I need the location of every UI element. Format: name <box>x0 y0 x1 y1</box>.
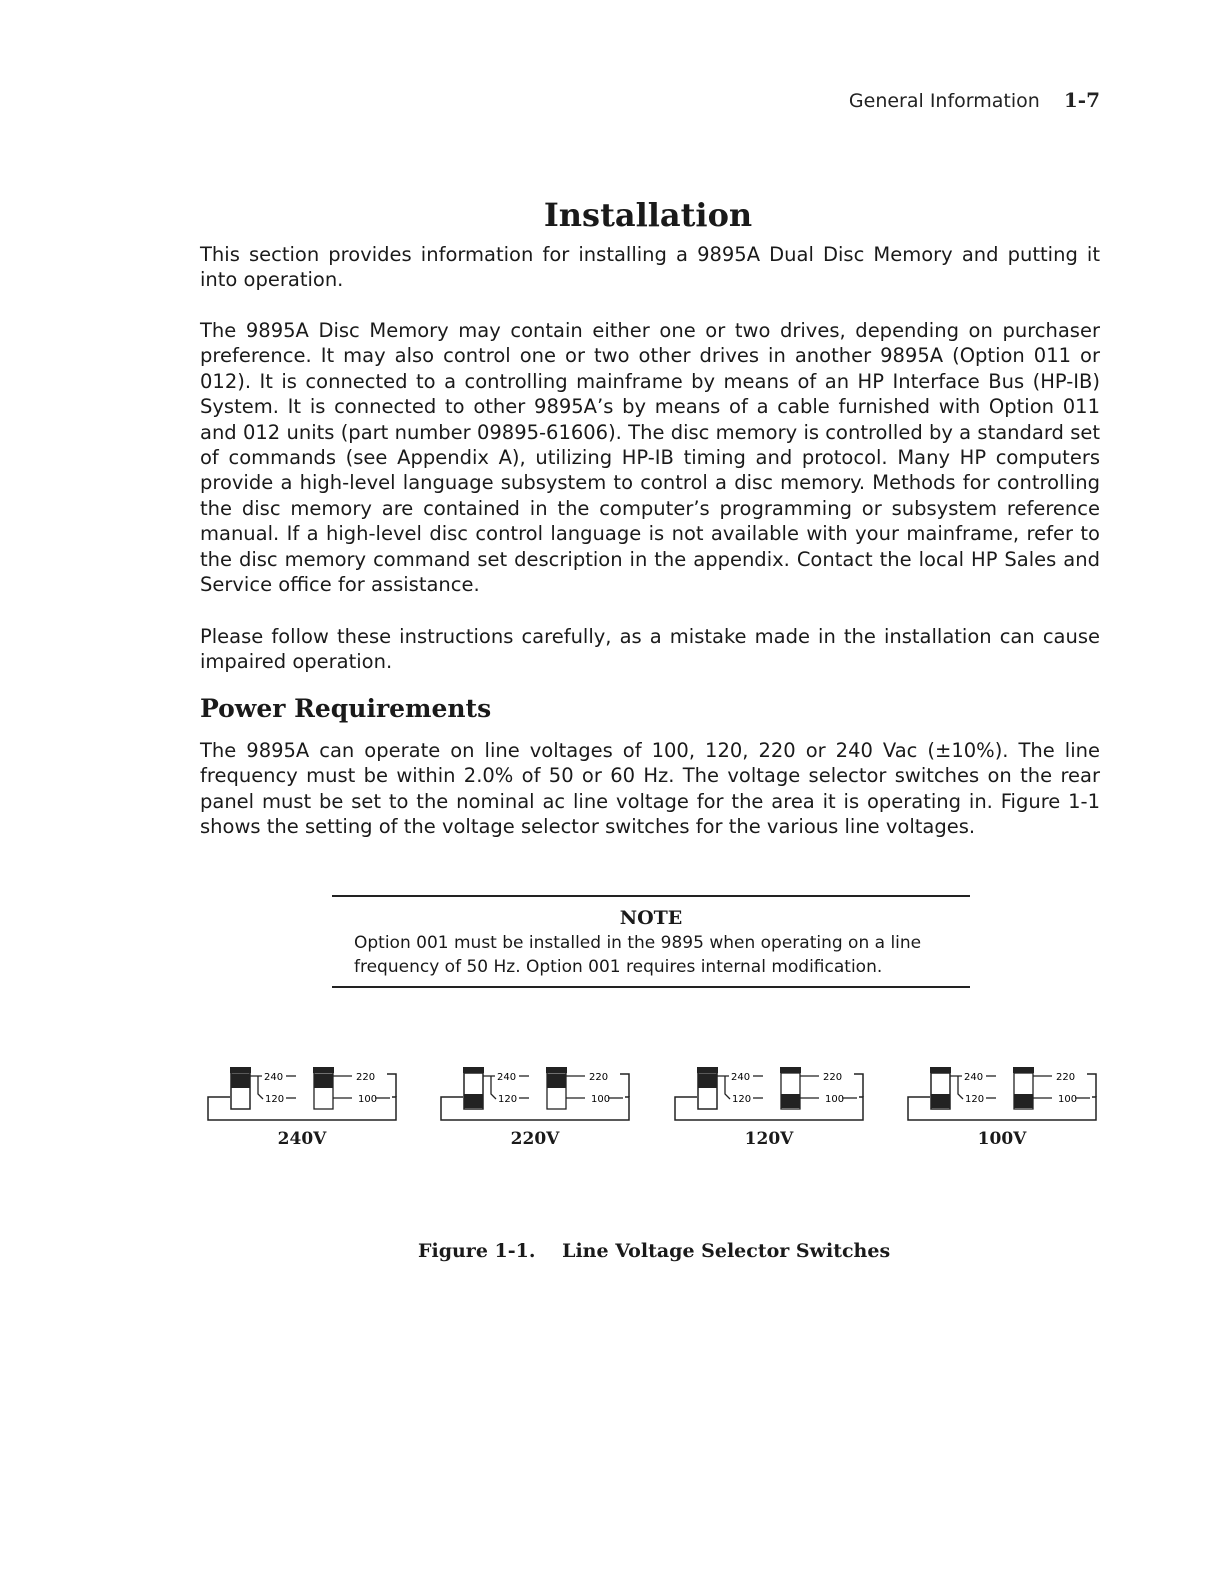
label-220: 220 <box>589 1072 609 1083</box>
switch-slider-left <box>464 1094 483 1108</box>
switch-slider-right <box>314 1074 333 1088</box>
setting-label: 240V <box>277 1129 327 1149</box>
switch-slider-left <box>931 1094 950 1108</box>
label-240: 240 <box>964 1072 984 1083</box>
figure-number: Figure 1-1. <box>418 1240 536 1262</box>
intro-paragraph: This section provides information for installing a 9895A Dual Disc Memory and putting it into operation. <box>200 243 1100 292</box>
setting-label: 100V <box>977 1129 1027 1149</box>
figure-caption <box>418 1240 890 1262</box>
switch-setting-220v <box>435 1064 635 1156</box>
section-heading: Power Requirements <box>200 694 492 723</box>
power-paragraph: The 9895A can operate on line voltages of 100, 120, 220 or 240 Vac (±10%). The line frequency must be within 2.0% of 50 or 60 Hz. The voltage selector switches on the rear panel must be set to the nominal ac line voltage for the area it is operating in. Figure 1-1 shows the setting of the voltage selector switches for the various line voltages. <box>200 739 1100 839</box>
switch-slider-right <box>547 1074 566 1088</box>
label-100: 100 <box>358 1094 378 1105</box>
note-line: frequency of 50 Hz. Option 001 requires internal modification. <box>354 957 883 977</box>
setting-label: 220V <box>510 1129 560 1149</box>
label-220: 220 <box>823 1072 843 1083</box>
label-240: 240 <box>731 1072 751 1083</box>
switch-slider-left <box>698 1074 717 1088</box>
label-220: 220 <box>356 1072 376 1083</box>
switch-slider-right <box>1014 1094 1033 1108</box>
label-100: 100 <box>591 1094 611 1105</box>
description-paragraph: The 9895A Disc Memory may contain either one or two drives, depending on purchaser preference. It may also control one or two other drives in another 9895A (Option 011 or 012). It is connected to a controlling mainframe by means of an HP Interface Bus (HP-IB) System. It is connected to other 9895A’s by means of a cable furnished with Option 011 and 012 units (part number 09895-61606). The disc memory is controlled by a standard set of commands (see Appendix A), utilizing HP-IB timing and protocol. Many HP computers provide a high-level language subsystem to control a disc memory. Methods for controlling the disc memory are contained in the computer’s programming or subsystem reference manual. If a high-level disc control language is not available with your mainframe, refer to the disc memory command set description in the appendix. Contact the local HP Sales and Service office for assistance. <box>200 319 1100 597</box>
voltage-switch-diagram <box>669 1064 869 1128</box>
voltage-switch-diagram <box>902 1064 1102 1128</box>
label-120: 120 <box>732 1094 752 1105</box>
figure-title: Line Voltage Selector Switches <box>562 1240 891 1262</box>
voltage-switch-diagram <box>435 1064 635 1128</box>
caution-paragraph: Please follow these instructions carefully, as a mistake made in the installation can cause impaired operation. <box>200 625 1100 674</box>
label-120: 120 <box>498 1094 518 1105</box>
switch-slider-right <box>781 1094 800 1108</box>
page-title: Installation <box>543 196 753 234</box>
switch-slider-left <box>231 1074 250 1088</box>
label-100: 100 <box>1058 1094 1078 1105</box>
setting-label: 120V <box>744 1129 794 1149</box>
note-text <box>354 931 970 979</box>
header-section: General Information <box>848 90 1040 112</box>
note-box <box>332 895 970 988</box>
label-100: 100 <box>825 1094 845 1105</box>
note-line: Option 001 must be installed in the 9895 when operating on a line <box>354 933 922 953</box>
voltage-switch-diagram <box>202 1064 402 1128</box>
page-number: 1-7 <box>1063 88 1100 112</box>
switch-setting-240v <box>202 1064 402 1156</box>
label-220: 220 <box>1056 1072 1076 1083</box>
switch-setting-100v <box>902 1064 1102 1156</box>
label-240: 240 <box>497 1072 517 1083</box>
label-120: 120 <box>265 1094 285 1105</box>
note-title: NOTE <box>619 907 683 929</box>
label-120: 120 <box>965 1094 985 1105</box>
switch-setting-120v <box>669 1064 869 1156</box>
label-240: 240 <box>264 1072 284 1083</box>
page-header <box>849 88 1100 112</box>
